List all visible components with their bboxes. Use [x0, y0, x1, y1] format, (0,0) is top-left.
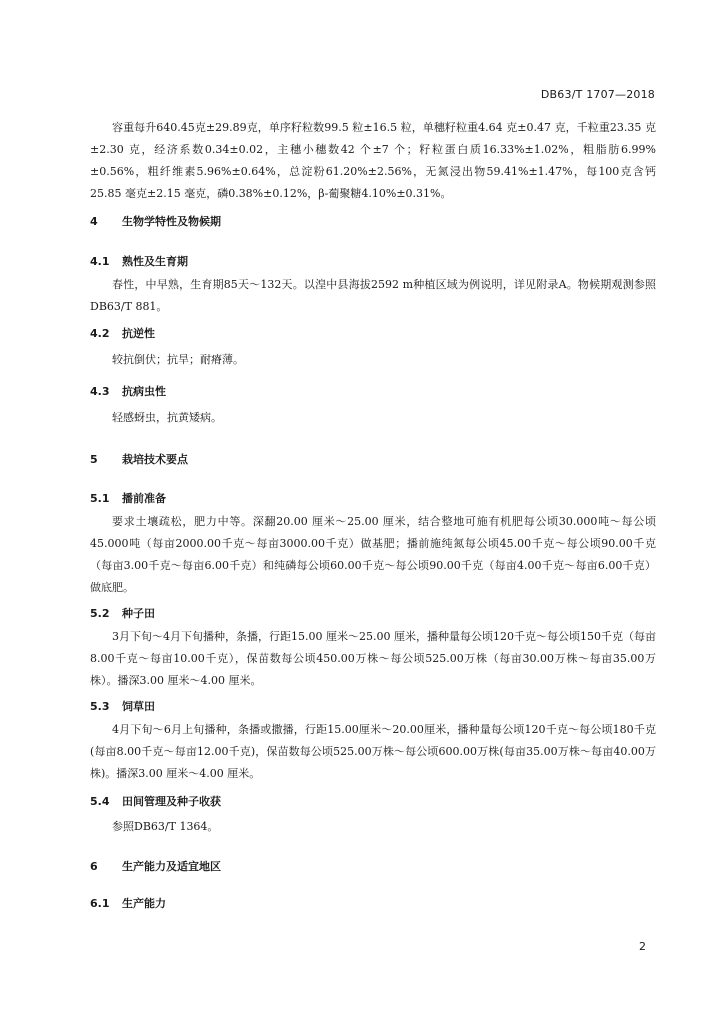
section-number: 6 [90, 860, 98, 873]
section-number: 5.2 [90, 607, 110, 620]
section-4-1-text: 春性，中早熟，生育期85天～132天。以湟中县海拔2592 m种植区域为例说明，详见附录A。物候期观测参照DB63/T 881。 [90, 278, 656, 313]
section-4-1-heading [90, 253, 188, 269]
section-4-heading [90, 213, 221, 229]
section-5-2-heading [90, 605, 155, 621]
page-number: 2 [639, 940, 646, 953]
section-5-4-text: 参照DB63/T 1364。 [112, 820, 219, 833]
section-6-1-heading [90, 895, 166, 911]
section-number: 5 [90, 453, 98, 466]
section-number: 5.3 [90, 700, 110, 713]
section-title: 生产能力及适宜地区 [122, 860, 221, 873]
section-title: 栽培技术要点 [122, 453, 188, 466]
section-number: 4 [90, 215, 98, 228]
section-number: 5.1 [90, 492, 110, 505]
section-number: 4.3 [90, 385, 110, 398]
section-number: 4.2 [90, 327, 110, 340]
section-title: 生产能力 [122, 897, 166, 910]
section-number: 5.4 [90, 795, 110, 808]
section-title: 生物学特性及物候期 [122, 215, 221, 228]
section-title: 熟性及生育期 [122, 255, 188, 268]
section-title: 田间管理及种子收获 [122, 795, 221, 808]
section-4-3-heading [90, 383, 166, 399]
section-5-3-heading [90, 698, 155, 714]
section-5-2-text: 3月下旬～4月下旬播种，条播，行距15.00 厘米～25.00 厘米，播种量每公顷120千克～每公顷150千克（每亩8.00千克～每亩10.00千克），保苗数每公顷450.00万株～每公顷525.00万株（每亩30.00万株～每亩35.00万株）。播深3.00 厘米～4.00 厘米。 [90, 630, 656, 687]
section-title: 种子田 [122, 607, 155, 620]
section-title: 抗逆性 [122, 327, 155, 340]
section-6-heading [90, 858, 221, 874]
section-5-1-text: 要求土壤疏松，肥力中等。深翻20.00 厘米～25.00 厘米，结合整地可施有机肥每公顷30.000吨～每公顷45.000吨（每亩2000.00千克～每亩3000.00千克）做基肥；播前施纯氮每公顷45.00千克～每公顷90.00千克（每亩3.00千克～每亩6.00千克）和纯磷每公顷60.00千克～每公顷90.00千克（每亩4.00千克～每亩6.00千克）做底肥。 [90, 515, 656, 594]
section-number: 4.1 [90, 255, 110, 268]
section-4-2-text: 较抗倒伏；抗旱；耐瘠薄。 [112, 353, 244, 366]
section-4-3-text: 轻感蚜虫，抗黄矮病。 [112, 411, 222, 424]
section-title: 饲草田 [122, 700, 155, 713]
document-code: DB63/T 1707—2018 [540, 88, 655, 101]
section-4-2-heading [90, 325, 155, 341]
section-5-3-text: 4月下旬～6月上旬播种，条播或撒播，行距15.00厘米～20.00厘米，播种量每公顷120千克～每公顷180千克(每亩8.00千克～每亩12.00千克)，保苗数每公顷525.00万株～每公顷600.00万株(每亩35.00万株～每亩40.00万株)。播深3.00 厘米～4.00 厘米。 [90, 723, 656, 780]
section-number: 6.1 [90, 897, 110, 910]
section-title: 抗病虫性 [122, 385, 166, 398]
section-5-heading [90, 451, 188, 467]
intro-paragraph: 容重每升640.45克±29.89克，单序籽粒数99.5 粒±16.5 粒，单穗籽粒重4.64 克±0.47 克，千粒重23.35 克±2.30 克，经济系数0.34±0.02，主穗小穗数42 个±7 个；籽粒蛋白质16.33%±1.02%，粗脂肪6.99%±0.56%，粗纤维素5.96%±0.64%，总淀粉61.20%±2.56%，无氮浸出物59.41%±1.47%，每100克含钙25.85 毫克±2.15 毫克，磷0.38%±0.12%，β-葡聚糖4.10%±0.31%。 [90, 121, 656, 200]
section-5-4-heading [90, 793, 221, 809]
section-5-1-heading [90, 490, 166, 506]
section-title: 播前准备 [122, 492, 166, 505]
